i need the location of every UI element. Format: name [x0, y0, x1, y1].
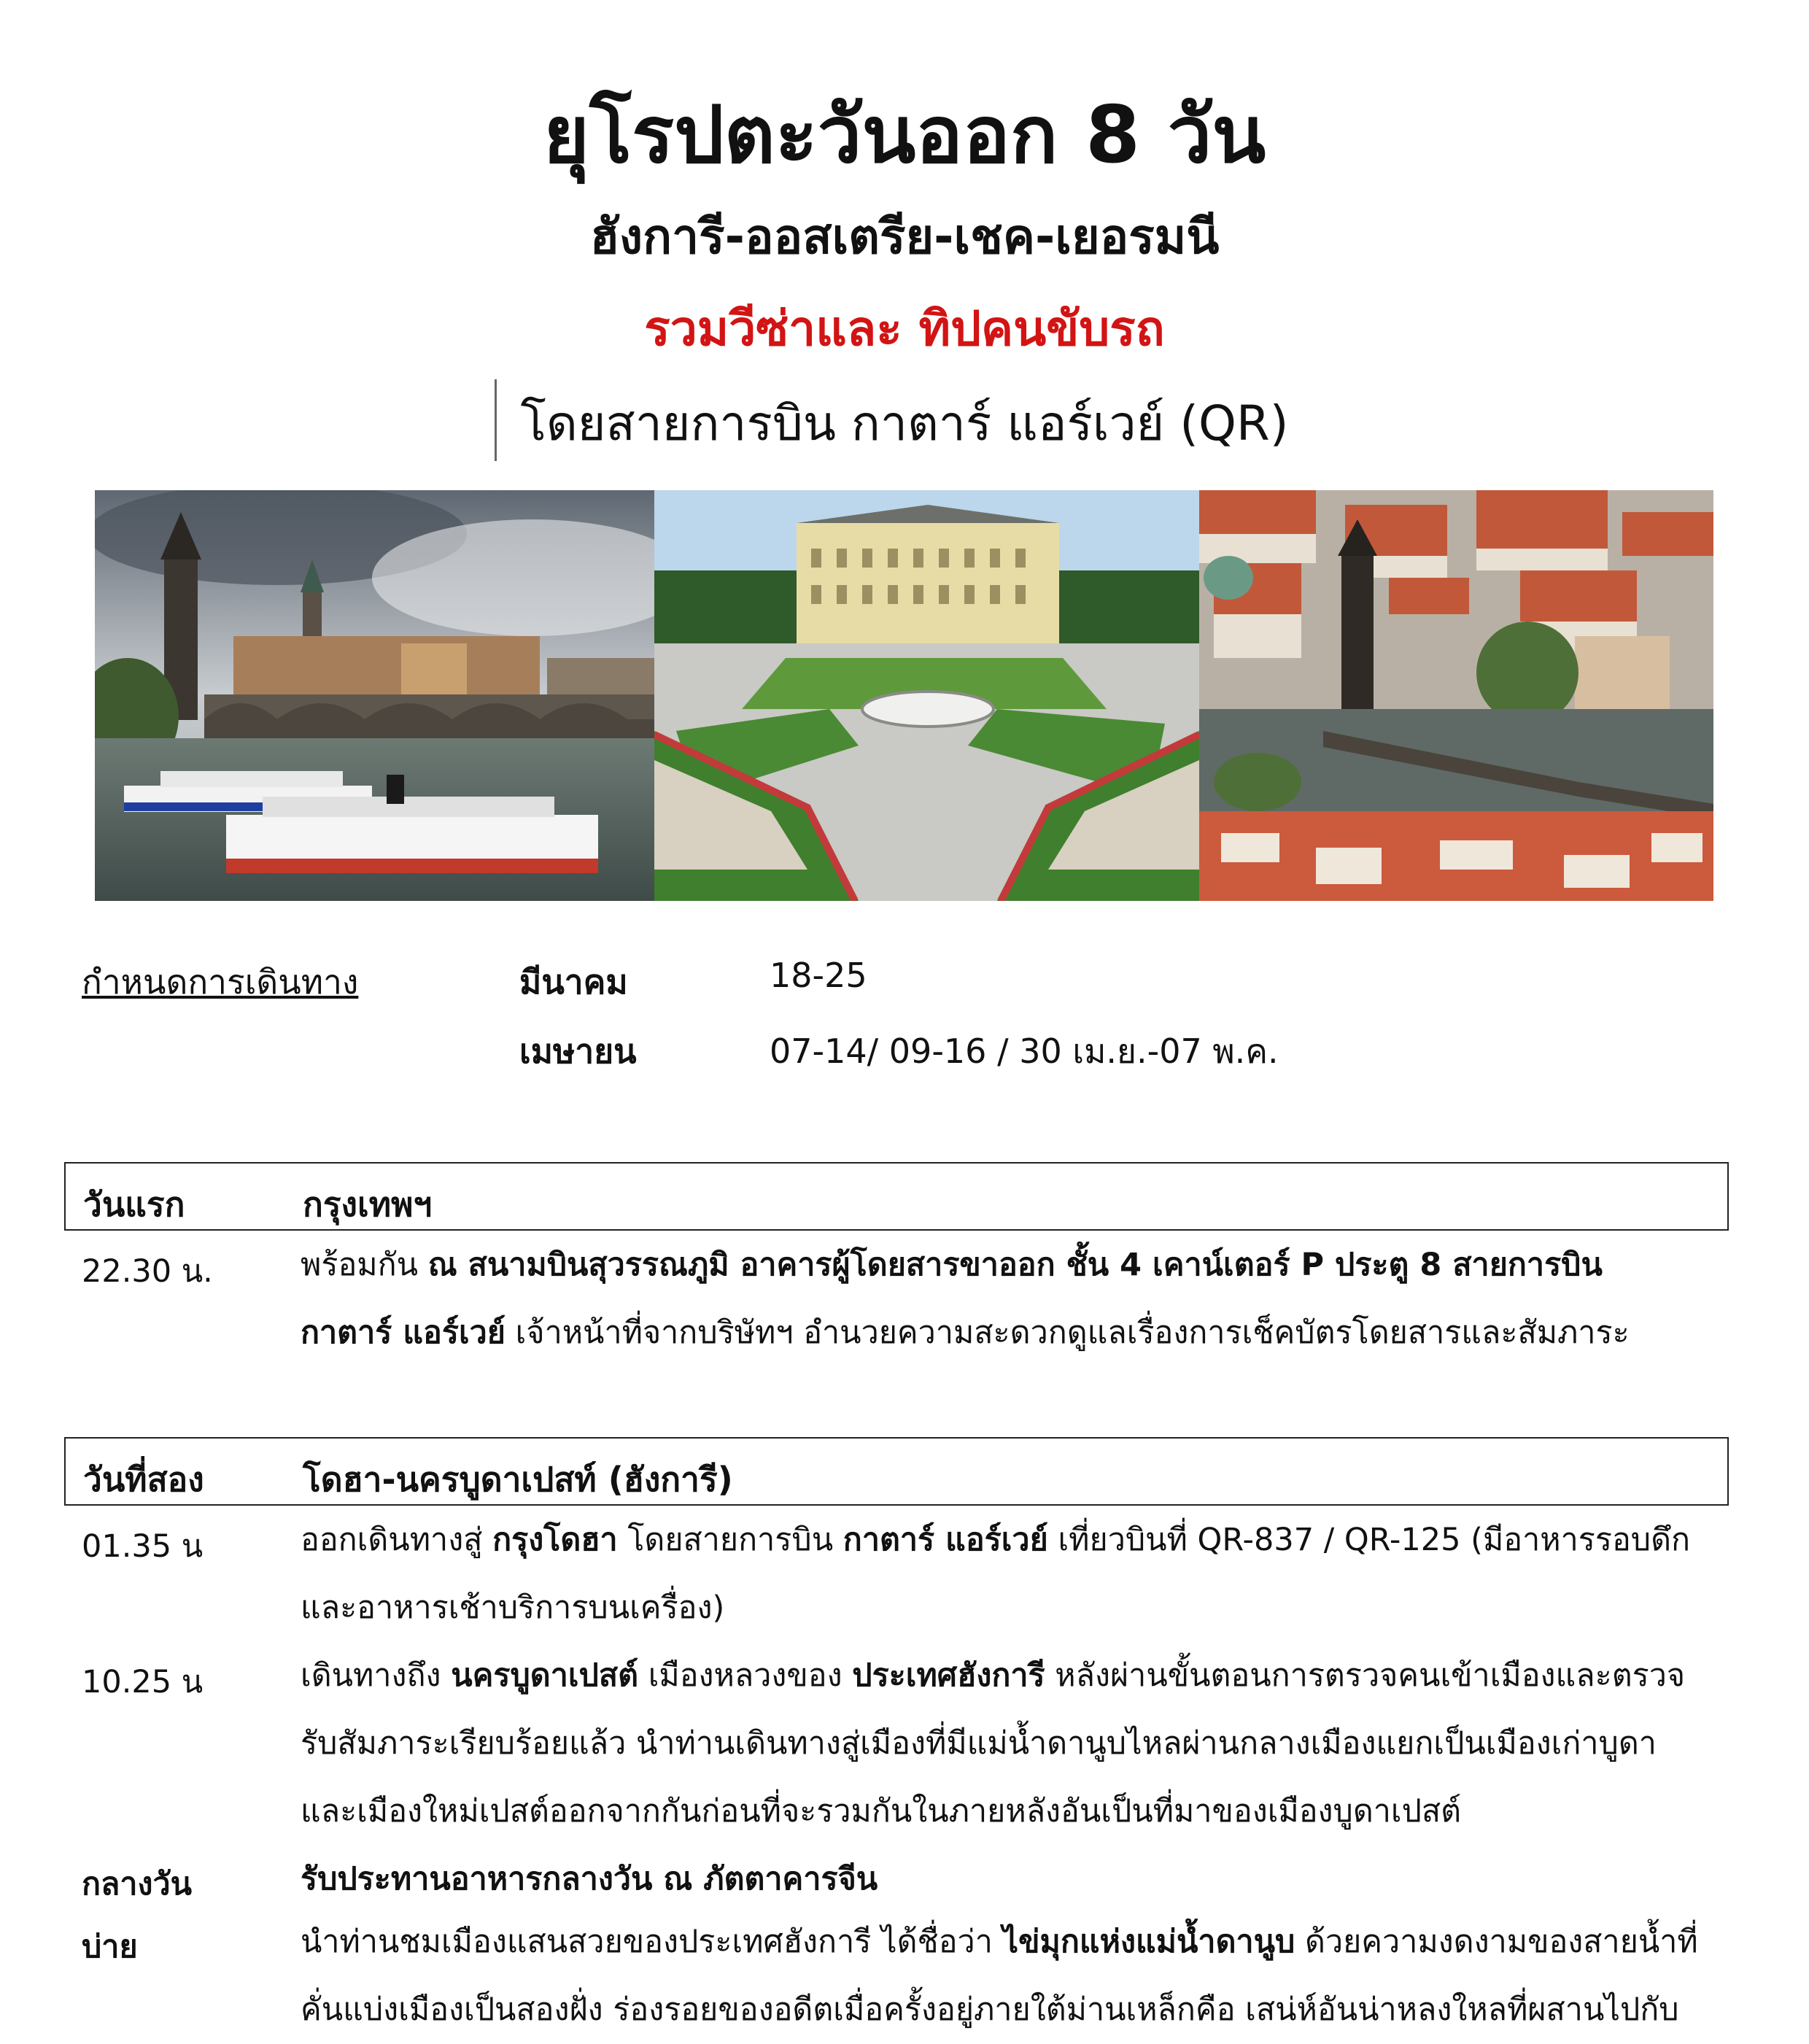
schedule-month: มีนาคม — [519, 962, 628, 1002]
entry-time: 10.25 น — [82, 1664, 204, 1700]
entry-text: รับประทานอาหารกลางวัน ณ ภัตตาคารจีน — [301, 1861, 878, 1897]
entry-text: เดินทางถึง นครบูดาเปสต์ เมืองหลวงของ ประเทศฮังการี หลังผ่านขั้นตอนการตรวจคนเข้าเมืองและตรวจ รับสัมภาระเรียบร้อยแล้ว นำท่านเดินทางสู่เมืองที่มีแม่น้ำดานูบไหลผ่านกลางเมืองแยกเป็นเมืองเก่าบูดา และเมืองใหม่เปสต์ออกจากกันก่อนที่จะรวมกันในภายหลังอันเป็นที่มาของเมืองบูดาเปสต์ — [301, 1657, 1686, 1830]
page-subtitle: ฮังการี-ออสเตรีย-เชค-เยอรมนี — [589, 209, 1220, 265]
schedule-dates: 18-25 — [770, 956, 867, 995]
prague-bridge-boats-photo — [95, 490, 654, 901]
schedule-label: กำหนดการเดินทาง — [82, 962, 359, 1002]
day-label: วันแรก — [83, 1185, 185, 1224]
entry-text: ออกเดินทางสู่ กรุงโดฮา โดยสายการบิน กาตาร์ แอร์เวย์ เที่ยวบินที่ QR-837 / QR-125 (มีอาหารรอบดึก และอาหารเช้าบริการบนเครื่อง) — [301, 1522, 1691, 1626]
entry-time: กลางวัน — [82, 1866, 193, 1902]
schonbrunn-palace-garden-photo — [654, 490, 1199, 901]
airline-line: โดยสายการบิน กาตาร์ แอร์เวย์ (QR) — [520, 395, 1289, 452]
day-place: โดฮา-นครบูดาเปสท์ (ฮังการี) — [303, 1460, 733, 1499]
entry-time: 22.30 น. — [82, 1253, 213, 1290]
day-place: กรุงเทพฯ — [303, 1185, 433, 1224]
day-label: วันที่สอง — [83, 1460, 204, 1499]
schedule-month: เมษายน — [519, 1031, 637, 1071]
day2-header — [64, 1437, 1729, 1506]
schedule-dates: 07-14/ 09-16 / 30 เม.ย.-07 พ.ค. — [770, 1031, 1279, 1071]
entry-text: นำท่านชมเมืองแสนสวยของประเทศฮังการี ได้ชื่อว่า ไข่มุกแห่งแม่น้ำดานูบ ด้วยความงดงามของสายน้ำที่ คั่นแบ่งเมืองเป็นสองฝั่ง ร่องรอยของอดีตเมื่อครั้งอยู่ภายใต้ม่านเหล็กคือ เสน่ห์อันน่าหลงใหลที่ผสานไปกับ — [301, 1924, 1698, 2028]
entry-time: บ่าย — [82, 1929, 138, 1965]
day1-header — [64, 1162, 1729, 1231]
entry-time: 01.35 น — [82, 1528, 204, 1565]
prague-old-town-photo — [1199, 490, 1713, 901]
entry-text: พร้อมกัน ณ สนามบินสุวรรณภูมิ อาคารผู้โดยสารขาออก ชั้น 4 เคาน์เตอร์ P ประตู 8 สายการบิน กาตาร์ แอร์เวย์ เจ้าหน้าที่จากบริษัทฯ อำนวยความสะดวกดูแลเรื่องการเช็คบัตรโดยสารและสัมภาระ — [301, 1247, 1630, 1351]
text-cursor — [495, 379, 497, 461]
page-title: ยุโรปตะวันออก 8 วัน — [543, 90, 1266, 181]
promo-text: รวมวีซ่าและ ทิปคนขับรถ — [644, 301, 1165, 357]
